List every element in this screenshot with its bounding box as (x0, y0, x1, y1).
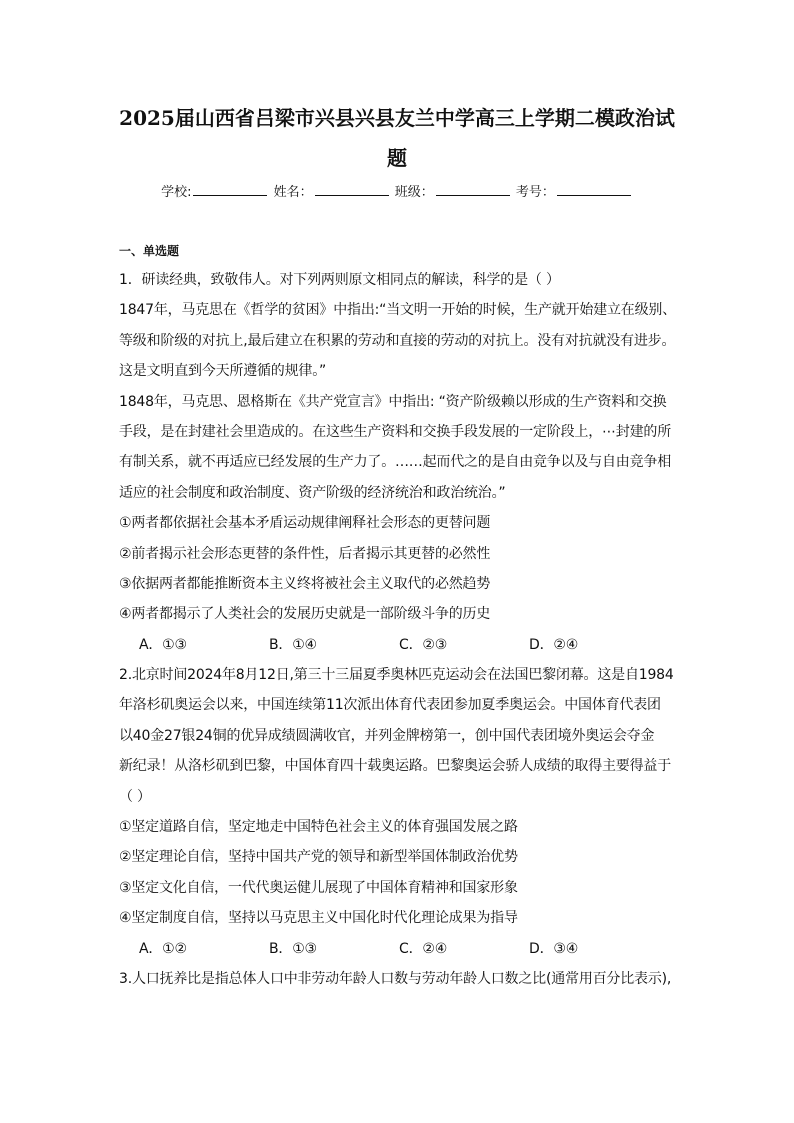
q2-stem-line: 新纪录！从洛杉矶到巴黎，中国体育四十载奥运路。巴黎奥运会骄人成绩的取得主要得益于 (119, 758, 671, 775)
q1-option-c[interactable]: C．②③ (399, 636, 448, 653)
q1-statement: ③依据两者都能推断资本主义终将被社会主义取代的必然趋势 (119, 575, 491, 592)
exam-title-line2: 题 (387, 146, 407, 170)
q2-stem-line: 以40金27银24铜的优异成绩圆满收官，并列金牌榜第一，创中国代表团境外奥运会夺金 (119, 727, 655, 744)
q2-options (119, 934, 679, 964)
q2-option-d[interactable]: D．③④ (529, 940, 579, 957)
q2-stem-line: 年洛杉矶奥运会以来，中国连续第11次派出体育代表团参加夏季奥运会。中国体育代表团 (119, 697, 661, 714)
q1-stem: 1．研读经典，致敬伟人。对下列两则原文相同点的解读，科学的是（ ） (119, 272, 560, 288)
q2-statement: ④坚定制度自信，坚持以马克思主义中国化时代化理论成果为指导 (119, 910, 518, 927)
name-blank (315, 183, 389, 196)
q1-option-b[interactable]: B．①④ (269, 636, 317, 653)
q1-quote2-line: 适应的社会制度和政治制度、资产阶级的经济统治和政治统治。” (119, 484, 506, 501)
q1-quote2-line: 有制关系，就不再适应已经发展的生产力了。……起而代之的是自由竞争以及与自由竞争相 (119, 454, 671, 471)
school-label: 学校: (161, 185, 192, 200)
q1-statement: ②前者揭示社会形态更替的条件性，后者揭示其更替的必然性 (119, 545, 491, 562)
name-label: 姓名： (273, 185, 313, 200)
exam-no-blank (557, 183, 631, 196)
section-heading: 一、单选题 (119, 244, 180, 258)
class-label: 班级： (394, 185, 434, 200)
q2-option-c[interactable]: C．②④ (399, 940, 448, 957)
question-body (119, 265, 679, 994)
q2-statement: ③坚定文化自信，一代代奥运健儿展现了中国体育精神和国家形象 (119, 879, 518, 896)
q2-statement: ②坚定理论自信，坚持中国共产党的领导和新型举国体制政治优势 (119, 849, 518, 866)
exam-title-line1: 2025届山西省吕梁市兴县兴县友兰中学高三上学期二模政治试 (119, 106, 675, 130)
q1-statement: ①两者都依据社会基本矛盾运动规律阐释社会形态的更替问题 (119, 515, 491, 532)
q1-statement: ④两者都揭示了人类社会的发展历史就是一部阶级斗争的历史 (119, 606, 491, 623)
q2-statement: ①坚定道路自信，坚定地走中国特色社会主义的体育强国发展之路 (119, 819, 518, 836)
q2-stem-line: 2.北京时间2024年8月12日,第三十三届夏季奥林匹克运动会在法国巴黎闭幕。这是自1984 (119, 667, 674, 684)
q2-option-a[interactable]: A．①② (139, 940, 187, 957)
exam-no-label: 考号： (515, 185, 555, 200)
q2-option-b[interactable]: B．①③ (269, 940, 317, 957)
class-blank (436, 183, 510, 196)
student-info-row (0, 183, 794, 201)
q2-stem-line: （ ） (119, 788, 151, 805)
q1-quote2-line: 1848年，马克思、恩格斯在《共产党宣言》中指出: “资产阶级赖以形成的生产资料和交换 (119, 393, 667, 410)
q1-quote1-line: 1847年，马克思在《哲学的贫困》中指出:“当文明一开始的时候，生产就开始建立在级别、 (119, 302, 676, 319)
school-blank (193, 183, 267, 196)
q1-options (119, 630, 679, 660)
q1-option-d[interactable]: D．②④ (529, 636, 579, 653)
q3-stem-line: 3.人口抚养比是指总体人口中非劳动年龄人口数与劳动年龄人口数之比(通常用百分比表示), (119, 970, 672, 987)
q1-quote1-line: 这是文明直到今天所遵循的规律。” (119, 363, 327, 380)
q1-quote1-line: 等级和阶级的对抗上,最后建立在积累的劳动和直接的劳动的对抗上。没有对抗就没有进步。 (119, 332, 676, 349)
q1-option-a[interactable]: A．①③ (139, 636, 187, 653)
q1-quote2-line: 手段，是在封建社会里造成的。在这些生产资料和交换手段发展的一定阶段上，⋯封建的所 (119, 423, 671, 440)
